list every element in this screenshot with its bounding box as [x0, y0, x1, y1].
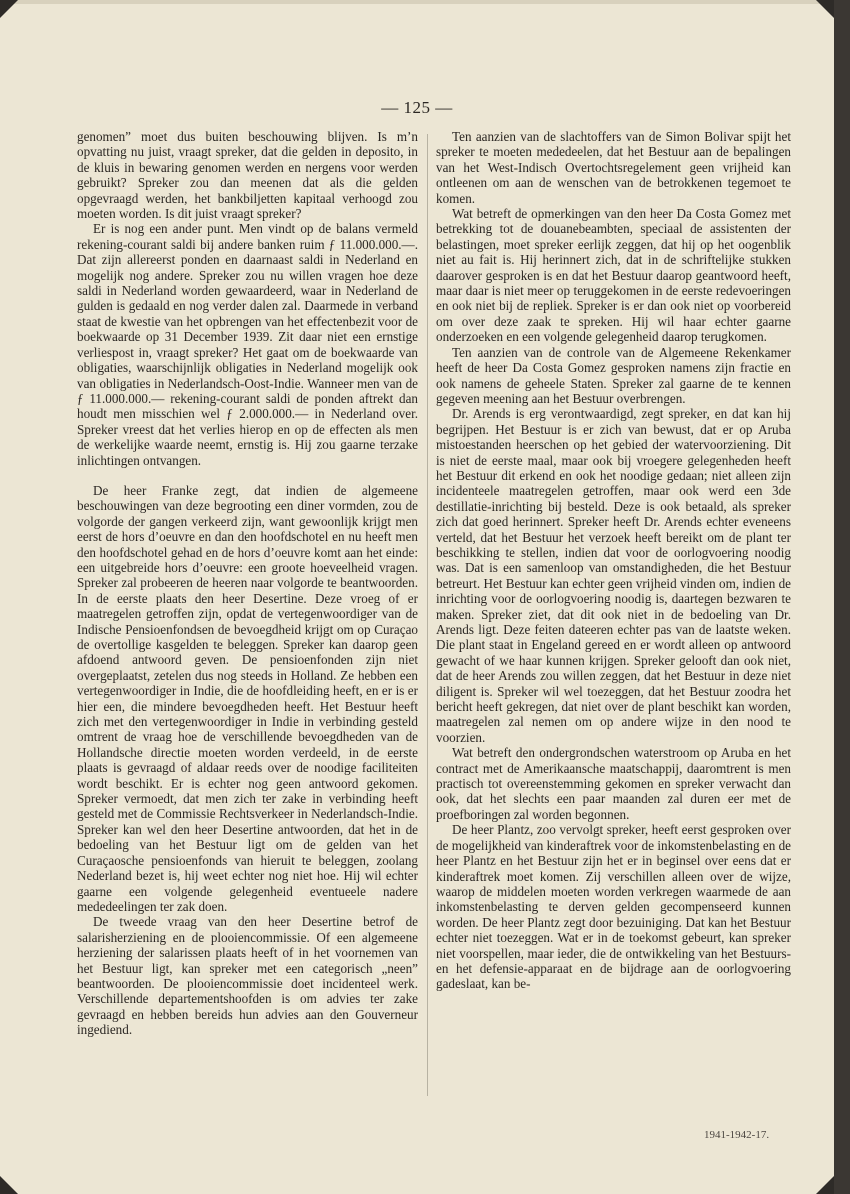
paragraph: Ten aanzien van de controle van de Algemeene Rekenkamer heeft de heer Da Costa Gomez gesproken namens zijn fractie en ook namens de geheele Staten. Spreker zal gaarne de te kennen gegeven meening aan het Bestuur overbrengen. [436, 344, 791, 406]
column-divider [427, 134, 428, 1096]
paragraph: De heer Plantz, zoo vervolgt spreker, heeft eerst gesproken over de mogelijkheid van kinderaftrek voor de inkomstenbelasting en de heer Plantz en het Bestuur zijn het er in beginsel over eens dat er kinderaftrek moet komen. Zij verschillen alleen over de wijze, waarop de middelen moeten worden verkregen waarmede de aan inkomstenbelasting te derven gelden gecompenseerd kunnen worden. De heer Plantz zegt door bezuiniging. Dat kan het Bestuur echter niet toezeggen. Wat er in de toekomst gebeurt, kan spreker niet voorspellen, maar ieder, die de ontwikkeling van het Bestuurs- en het defensie-apparaat en de bijdrage aan de oorlogvoering gadeslaat, kan be- [436, 822, 791, 992]
paragraph: De heer Franke zegt, dat indien de algemeene beschouwingen van deze begrooting een diner vormden, zou de volgorde der gangen verkeerd zijn, want gewoonlijk krijgt men eerst de hors d’oeuvre en dan den hoofdschotel en nu heeft men den hoofdschotel gehad en de hors d’oeuvre komt aan het einde: een uitgebreide hors d’oeuvre: een groote hoeveelheid vragen. Spreker zal probeeren de heeren naar volgorde te beantwoorden. In de eerste plaats den heer Desertine. Deze vroeg of er maatregelen getroffen zijn, opdat de vertegenwoordiger van de Indische Pensioenfondsen de bevoegdheid krijgt om op Curaçao de overtollige kasgelden te beleggen. Spreker kan daarop geen afdoend antwoord geven. De pensioenfonden zijn niet overgeplaatst, zetelen dus nog steeds in Holland. Ze hebben een vertegenwoordiger in Indie, die de hoofdleiding heeft, en er is er hier een, die mindere bevoegdheden heeft. Het Bestuur heeft zich met den vertegenwoordiger in Indie in verbinding gesteld omtrent de vraag hoe de verschillende bevoegdheden van de Hollandsche directie moeten worden verdeeld, in de eerste plaats is gevraagd of aldaar reeds over de noodige faciliteiten wordt beschikt. Er is echter nog geen antwoord gekomen. Spreker vermoedt, dat men zich ter zake in verbinding heeft gesteld met de Commissie Rechtsverkeer in Nederlandsch-Indie. Spreker kan wel den heer Desertine antwoorden, dat het in de bedoeling van het Bestuur ligt om de gelden van het Curaçaosche pensioenfonds van hieruit te beleggen, zoolang Nederland bezet is, hij weet echter nog niet hoe. Hij wil echter gaarne een volgende gelegenheid eventueele nadere mededeelingen ter zak doen. [77, 482, 418, 914]
paragraph: Wat betreft den ondergrondschen waterstroom op Aruba en het contract met de Amerikaansche maatschappij, daaromtrent is men practisch tot overeenstemming gekomen en spreker verwacht dan ook, dat het slechts een paar maanden zal duren eer met de proefboringen zal worden begonnen. [436, 745, 791, 822]
paragraph: Dr. Arends is erg verontwaardigd, zegt spreker, en dat kan hij begrijpen. Het Bestuur is er zich van bewust, dat er op Aruba mistoestanden heerschen op het gebied der watervoorziening. Dit is niet de eerste maal, maar ook bij vroegere gelegenheden heeft het Bestuur dit erkend en ook het noodige gedaan; niet alleen zijn incidenteele maatregelen getroffen, maar ook werd een 3de destillatie-inrichting bij besteld. Deze is ook betaald, als spreker zich dat goed herinnert. Spreker heeft Dr. Arends echter eveneens verteld, dat het Bestuur het verzoek heeft bereikt om de plant ter beschikking te stellen, indien dat voor de oorlogvoering noodig was. Dat is een samenloop van omstandigheden, die het Bestuur betreurt. Het Bestuur kan echter geen vrijheid vinden om, indien de inrichting voor de oorlogvoering noodig is, daartegen bezwaren te maken. Spreker ziet, dat dit ook niet in de bedoeling van Dr. Arends ligt. Deze feiten dateeren echter pas van de laatste weken. Die plant staat in Engeland gereed en er wordt alleen op antwoord gewacht of we haar kunnen krijgen. Spreker gelooft dan ook niet, dat de heer Arends zou willen zeggen, dat het Bestuur in deze niet diligent is. Spreker wil wel toezeggen, dat het Bestuur zoodra het bericht heeft gekregen, dat niet over de plant beschikt kan worden, maatregelen zal nemen om op andere wijze in den nood te voorzien. [436, 406, 791, 745]
paragraph: De tweede vraag van den heer Desertine betrof de salarisherziening en de plooiencommissie. Of een algemeene herziening der salarissen plaats heeft of in het voornemen van het Bestuur ligt, kan spreker met een categorisch „neen” beantwoorden. De plooiencommissie doet incidenteel werk. Verschillende departementshoofden is om advies ter zake gevraagd en hebben bereids hun advies aan den Gouverneur ingediend. [77, 914, 418, 1038]
right-column [436, 129, 791, 992]
scan-edge-right [834, 0, 850, 1194]
paragraph: genomen” moet dus buiten beschouwing blijven. Is m’n opvatting nu juist, vraagt spreker, dat die gelden in deposito, in de kluis in bewaring genomen werden en nergens voor werden gebruikt? Spreker zou dan meenen dat als die gelden opgevraagd werden, het bankbiljetten kapitaal verhoogd zou moeten worden. Is dit juist vraagt spreker? [77, 129, 418, 222]
paragraph: Ten aanzien van de slachtoffers van de Simon Bolivar spijt het spreker te moeten mededeelen, dat het Bestuur aan de bepalingen van het West-Indisch Overtochtsregelement geen vrijheid kan ontleenen om aan de wenschen van de betrokkenen tegemoet te komen. [436, 129, 791, 206]
scan-corner-bottom-left [0, 1176, 18, 1194]
footer-code: 1941-1942-17. [704, 1129, 770, 1141]
left-column [77, 129, 418, 1038]
scan-edge-top [0, 0, 850, 4]
scan-corner-bottom-right [816, 1176, 834, 1194]
paragraph: Er is nog een ander punt. Men vindt op de balans vermeld rekening-courant saldi bij andere banken ruim ƒ 11.000.000.—. Dat zijn allereerst ponden en daarnaast saldi in Nederland en mogelijk nog andere. Spreker zou nu willen vragen hoe deze saldi in Nederland worden gewaardeerd, waar in Nederland de gulden is gedaald en nog verder dalen zal. Daarmede in verband staat de kwestie van het opbrengen van het effectenbezit voor de boekwaarde op 31 December 1939. Zit daar niet een ernstige verliespost in, vraagt spreker? Het gaat om de boekwaarde van obligaties, waarschijnlijk obligaties in Nederland mogelijk ook van obligaties in Nederlandsch-Oost-Indie. Wanneer men van de ƒ 11.000.000.— rekening-courant saldi de ponden aftrekt dan houdt men misschien wel ƒ 2.000.000.— in Nederland over. Spreker vreest dat het verlies hierop en op de effecten als men de werkelijke waarde neemt, ernstig is. Hij zou gaarne terzake inlichtingen ontvangen. [77, 221, 418, 468]
page-number: — 125 — [381, 98, 453, 117]
scan-corner-top-right [816, 0, 834, 18]
paragraph: Wat betreft de opmerkingen van den heer Da Costa Gomez met betrekking tot de douanebeambten, speciaal de assistenten der belastingen, moet spreker eerlijk zeggen, dat hij op het oogenblik niet au fait is. Hij herinnert zich, dat in de schriftelijke stukken daarover gesproken is en dat het Bestuur daarop geantwoord heeft, maar daar is niet meer op teruggekomen in de eerste redevoeringen en ook niet bij de repliek. Spreker is er dan ook niet op voorbereid om over deze zaak te spreken. Hij wil haar echter gaarne onderzoeken en een volgende gelegenheid daarop terugkomen. [436, 206, 791, 345]
